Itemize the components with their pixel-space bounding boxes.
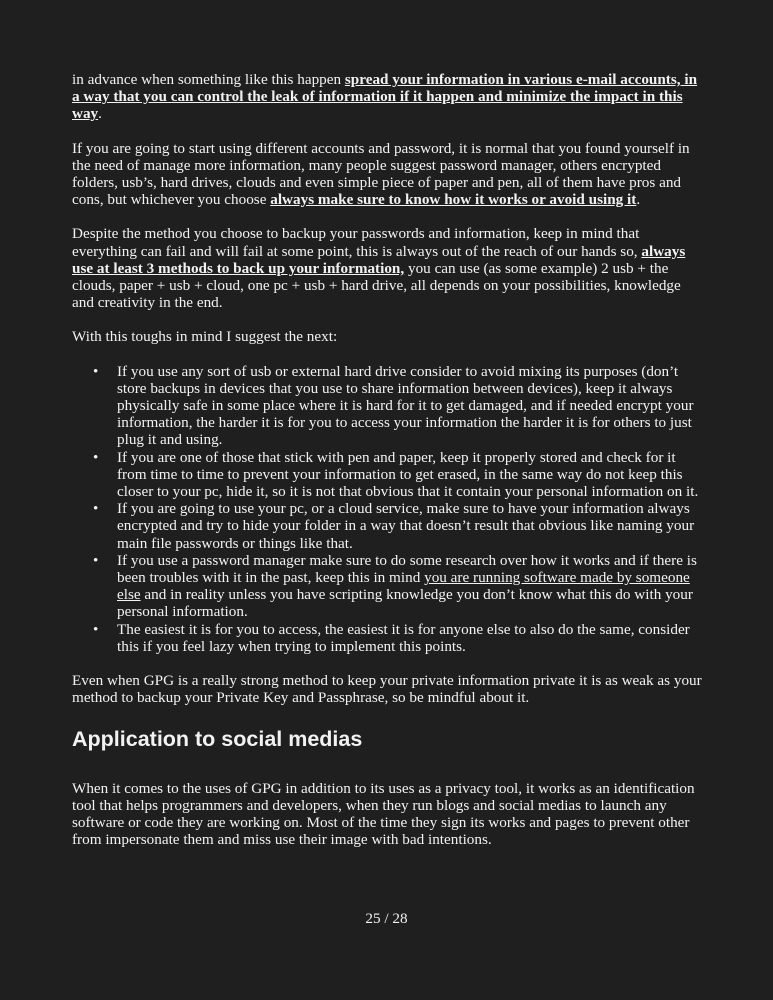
list-item-text: If you are one of those that stick with pen and paper, keep it properly stored and check for it from time to time to prevent your information to get erased, in the same way do not keep this closer to your pc, hide it, so it is not that obvious that it contain your personal information on it. [117,448,699,501]
paragraph-text: . [636,191,641,209]
suggestions-list [72,363,704,655]
paragraph-password-managers [72,140,704,209]
bullet-icon: • [93,500,99,518]
bullet-icon: • [93,620,99,638]
list-item [72,500,704,552]
paragraph-text: If you are going to start using different accounts and password, it is normal that you found yourself in the need of manage more information, many people suggest password manager, others encrypted folders, usb’s, hard drives, clouds and even simple piece of paper and pen, all of them have pros and cons, but whichever you choose [72,139,690,209]
list-item-text: If you use a password manager make sure to do some research over how it works and if there is been troubles with it in the past, keep this in mind [117,551,697,587]
list-item [72,621,704,655]
paragraph-social-medias: When it comes to the uses of GPG in addition to its uses as a privacy tool, it works as an identification tool that helps programmers and developers, when they run blogs and social medias to launch any software or code they are working on. Most of the time they sign its works and pages to prevent other from impersonate them and miss use their image with bad intentions. [72,779,695,849]
list-item-text: If you are going to use your pc, or a cloud service, make sure to have your information always encrypted and try to hide your folder in a way that doesn’t result that obvious like naming your main file passwords or things like that. [117,500,695,552]
bullet-icon: • [93,551,99,569]
list-item-text: The easiest it is for you to access, the easiest it is for anyone else to also do the same, consider this if you feel lazy when trying to implement this points. [117,620,690,655]
list-item-text: and in reality unless you have scripting knowledge you don’t know what this do with your personal information. [117,586,693,621]
paragraph-text: in advance when something like this happen [72,71,345,88]
paragraph-gpg-backup: Even when GPG is a really strong method to keep your private information private it is as weak as your method to backup your Private Key and Passphrase, so be mindful about it. [72,672,702,707]
emphasis-text: spread your information in various e-mail accounts, in a way that you can control the leak of information if it happen and minimize the impact in this way [72,71,698,123]
paragraph-suggestions-intro: With this toughs in mind I suggest the next: [72,328,338,346]
emphasis-text: always use at least 3 methods to back up your information, [72,242,686,277]
paragraph-backup-methods [72,225,704,311]
page-number: 25 / 28 [365,910,408,927]
paragraph-text: you can use (as some example) 2 usb + the clouds, paper + usb + cloud, one pc + usb + hard drive, all depends on your possibilities, knowledge and creativity in the end. [72,259,681,312]
document-page [72,71,704,865]
bullet-icon: • [93,362,99,380]
list-item [72,552,704,621]
underlined-text: you are running software made by someone else [117,569,690,604]
emphasis-text: always make sure to know how it works or avoid using it [270,191,637,209]
paragraph-text: . [98,105,102,123]
list-item-text: If you use any sort of usb or external hard drive consider to avoid mixing its purposes (don’t store backups in devices that you use to share information between devices), keep it always physically safe in some place where it is hard for it to get damaged, and if needed encrypt your information, the harder it is for you to access your information the harder it is for others to just plug it and using. [117,362,694,449]
list-item [72,363,704,449]
paragraph-email-accounts [72,71,704,123]
bullet-icon: • [93,448,99,466]
paragraph-text: Despite the method you choose to backup your passwords and information, keep in mind that everything can fail and will fail at some point, this is always out of the reach of our hands so, [72,225,642,260]
list-item [72,449,704,501]
section-heading: Application to social medias [72,726,363,751]
